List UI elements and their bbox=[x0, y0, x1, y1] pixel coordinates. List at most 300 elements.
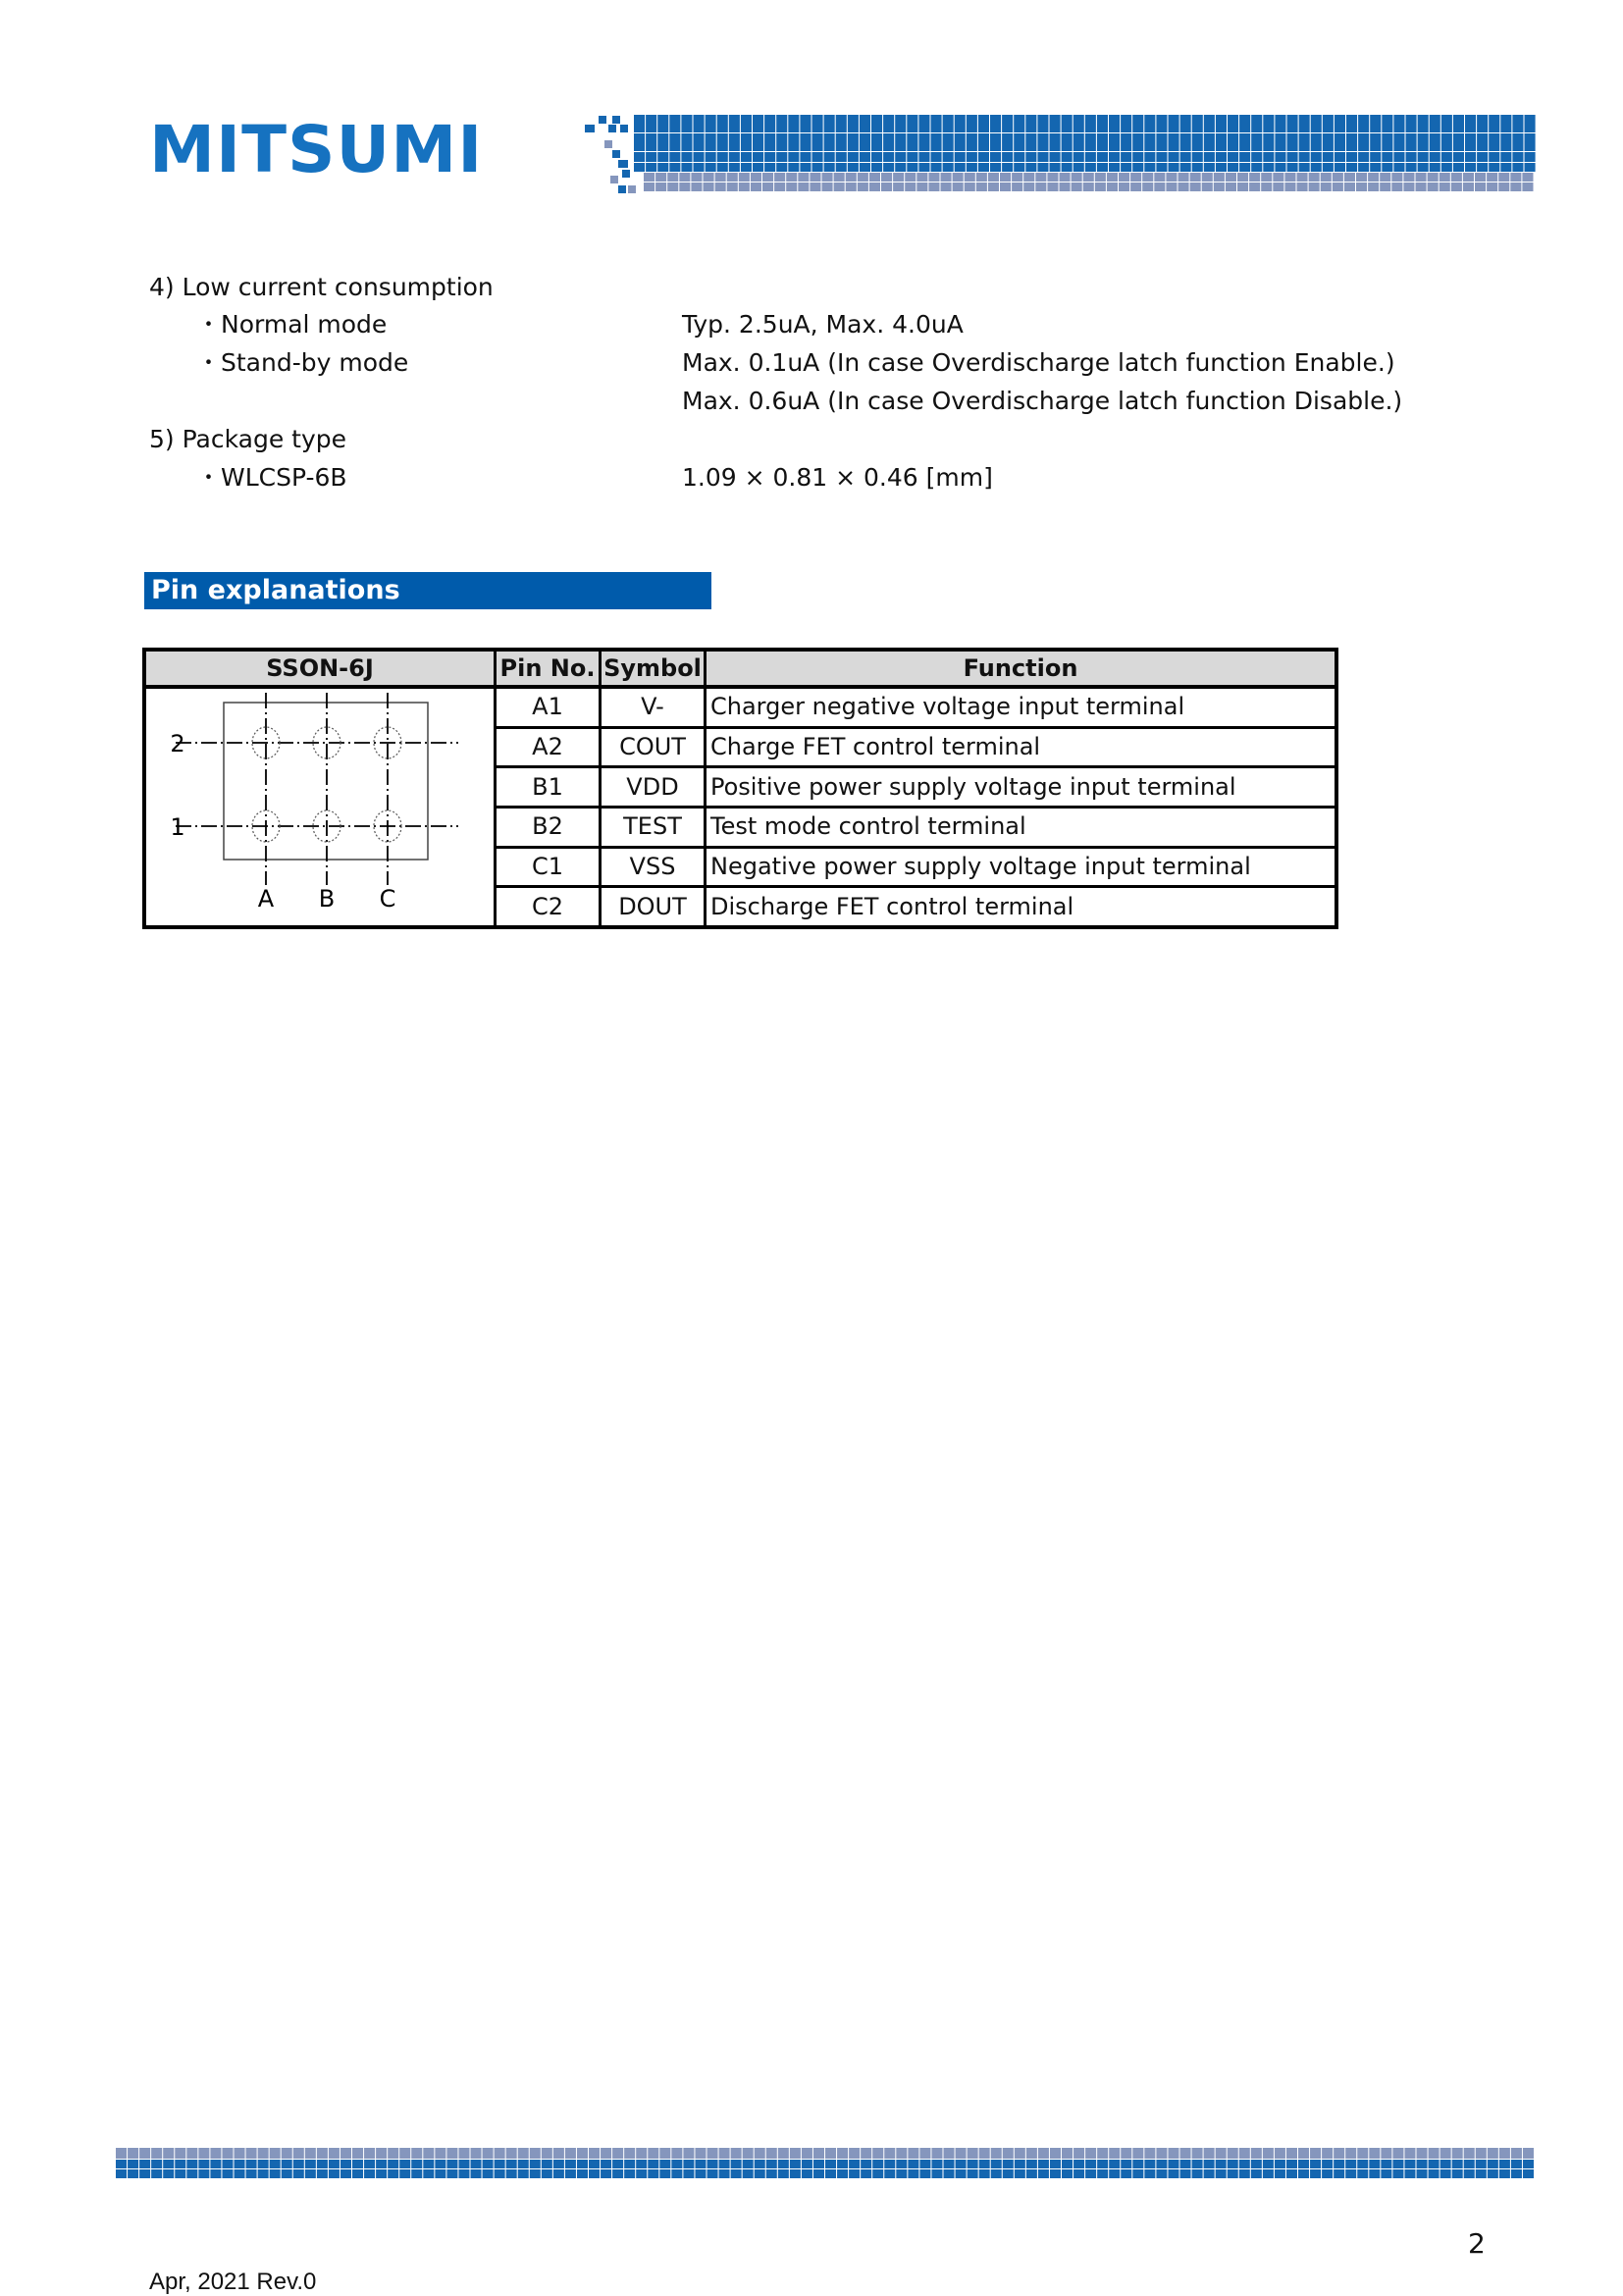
banner-tile bbox=[707, 2169, 718, 2178]
banner-tile bbox=[1038, 2148, 1049, 2159]
banner-tile bbox=[1310, 2160, 1321, 2168]
banner-tile bbox=[1085, 2160, 1096, 2168]
banner-tile bbox=[1430, 133, 1440, 151]
banner-tile bbox=[1142, 183, 1153, 191]
banner-tile bbox=[788, 152, 799, 162]
banner-tile bbox=[116, 2148, 127, 2159]
banner-tile bbox=[329, 2169, 340, 2178]
banner-tile bbox=[1477, 133, 1488, 151]
banner-tile bbox=[1298, 2148, 1309, 2159]
banner-tile bbox=[1168, 2160, 1178, 2168]
banner-tile bbox=[235, 2169, 245, 2178]
banner-tile bbox=[881, 183, 892, 191]
banner-tile bbox=[612, 116, 620, 124]
banner-tile bbox=[1154, 183, 1165, 191]
banner-tile bbox=[1323, 152, 1334, 162]
banner-tile bbox=[861, 2169, 871, 2178]
banner-tile bbox=[1180, 2160, 1191, 2168]
banner-tile bbox=[1216, 2148, 1227, 2159]
banner-tile bbox=[1190, 173, 1201, 182]
banner-tile bbox=[729, 152, 740, 162]
banner-tile bbox=[861, 2148, 871, 2159]
banner-tile bbox=[446, 2148, 457, 2159]
banner-tile bbox=[620, 125, 628, 132]
banner-tile bbox=[198, 2169, 209, 2178]
banner-tile bbox=[1464, 2148, 1475, 2159]
banner-tile bbox=[704, 173, 714, 182]
banner-tile bbox=[1393, 133, 1404, 151]
banner-tile bbox=[1334, 2148, 1344, 2159]
banner-tile bbox=[446, 2169, 457, 2178]
banner-tile bbox=[1429, 2160, 1440, 2168]
banner-tile bbox=[565, 2148, 576, 2159]
banner-tile bbox=[776, 163, 787, 172]
banner-tile bbox=[1192, 133, 1203, 151]
banner-tile bbox=[634, 163, 645, 172]
banner-tile bbox=[352, 2169, 363, 2178]
banner-tile bbox=[423, 2169, 434, 2178]
banner-tile bbox=[1380, 183, 1390, 191]
banner-tile bbox=[755, 2160, 765, 2168]
banner-tile bbox=[1452, 2148, 1463, 2159]
banner-tile bbox=[1284, 173, 1295, 182]
banner-tile bbox=[1418, 163, 1429, 172]
banner-tile bbox=[222, 2169, 233, 2178]
banner-tile bbox=[634, 152, 645, 162]
banner-tile bbox=[751, 183, 761, 191]
banner-tile bbox=[305, 2169, 316, 2178]
banner-tile bbox=[1403, 183, 1414, 191]
banner-tile bbox=[707, 2148, 718, 2159]
banner-tile bbox=[1522, 173, 1533, 182]
banner-tile bbox=[1310, 2148, 1321, 2159]
banner-tile bbox=[1144, 133, 1155, 151]
banner-tile bbox=[1097, 115, 1108, 132]
banner-tile bbox=[624, 2148, 635, 2159]
banner-tile bbox=[907, 133, 917, 151]
banner-tile bbox=[1287, 152, 1298, 162]
banner-tile bbox=[812, 152, 823, 162]
banner-tile bbox=[1251, 152, 1262, 162]
banner-tile bbox=[766, 2169, 777, 2178]
banner-tile bbox=[1392, 2169, 1403, 2178]
banner-tile bbox=[1404, 2160, 1415, 2168]
banner-tile bbox=[916, 173, 927, 182]
banner-tile bbox=[871, 163, 882, 172]
banner-tile bbox=[446, 2160, 457, 2168]
symbol-cell: COUT bbox=[601, 727, 706, 767]
pin-table-header bbox=[144, 650, 1336, 687]
banner-tile bbox=[1166, 183, 1177, 191]
banner-tile bbox=[646, 115, 656, 132]
banner-tile bbox=[990, 163, 1001, 172]
banner-tile bbox=[860, 133, 870, 151]
banner-tile bbox=[1323, 133, 1334, 151]
banner-tile bbox=[646, 133, 656, 151]
banner-tile bbox=[608, 125, 616, 132]
banner-tile bbox=[246, 2169, 257, 2178]
banner-tile bbox=[1121, 2169, 1131, 2178]
banner-tile bbox=[918, 152, 929, 162]
banner-tile bbox=[1333, 183, 1343, 191]
banner-tile bbox=[258, 2169, 269, 2178]
banner-tile bbox=[965, 173, 975, 182]
banner-tile bbox=[1344, 183, 1355, 191]
banner-tile bbox=[1500, 115, 1511, 132]
banner-tile bbox=[659, 2160, 670, 2168]
banner-tile bbox=[657, 152, 668, 162]
banner-tile bbox=[657, 133, 668, 151]
banner-tile bbox=[955, 152, 966, 162]
banner-tile bbox=[1429, 2148, 1440, 2159]
banner-tile bbox=[719, 2160, 730, 2168]
banner-tile bbox=[741, 163, 752, 172]
banner-tile bbox=[1334, 2160, 1344, 2168]
symbol-cell: TEST bbox=[601, 807, 706, 847]
banner-tile bbox=[743, 2169, 754, 2178]
banner-tile bbox=[589, 2169, 600, 2178]
banner-tile bbox=[1417, 2169, 1428, 2178]
banner-tile bbox=[1083, 183, 1094, 191]
banner-tile bbox=[956, 2148, 967, 2159]
banner-tile bbox=[1130, 183, 1141, 191]
banner-tile bbox=[636, 2169, 647, 2178]
banner-tile bbox=[871, 152, 882, 162]
banner-tile bbox=[1380, 173, 1390, 182]
pin-no-cell: C2 bbox=[496, 887, 601, 927]
banner-tile bbox=[1192, 115, 1203, 132]
spec-bullet: ・ bbox=[196, 310, 222, 339]
banner-tile bbox=[329, 2148, 340, 2159]
banner-tile bbox=[991, 2160, 1002, 2168]
banner-tile bbox=[1228, 152, 1238, 162]
banner-tile bbox=[1062, 163, 1073, 172]
banner-tile bbox=[931, 163, 942, 172]
banner-tile bbox=[883, 133, 894, 151]
banner-tile bbox=[729, 163, 740, 172]
banner-tile bbox=[1156, 152, 1167, 162]
pin-no-cell: A2 bbox=[496, 727, 601, 767]
banner-tile bbox=[1251, 115, 1262, 132]
banner-tile bbox=[518, 2160, 529, 2168]
banner-tile bbox=[883, 115, 894, 132]
banner-tile bbox=[715, 183, 726, 191]
banner-tile bbox=[1299, 152, 1310, 162]
header-package: SSON-6J bbox=[144, 650, 496, 687]
banner-tile bbox=[1511, 2148, 1522, 2159]
banner-tile bbox=[848, 115, 859, 132]
banner-tile bbox=[1489, 133, 1499, 151]
banner-tile bbox=[753, 163, 763, 172]
banner-tile bbox=[849, 2148, 860, 2159]
banner-tile bbox=[1073, 2160, 1084, 2168]
banner-tile bbox=[1323, 115, 1334, 132]
banner-tile bbox=[1463, 183, 1474, 191]
banner-tile bbox=[1298, 2169, 1309, 2178]
banner-tile bbox=[1357, 2160, 1368, 2168]
spec-item4-title: 4) Low current consumption bbox=[149, 273, 494, 301]
banner-tile bbox=[1441, 163, 1452, 172]
banner-tile bbox=[1228, 133, 1238, 151]
banner-tile bbox=[800, 115, 811, 132]
banner-tile bbox=[872, 2169, 883, 2178]
banner-tile bbox=[1154, 173, 1165, 182]
banner-tile bbox=[210, 2148, 221, 2159]
banner-tile bbox=[837, 2169, 848, 2178]
banner-tile bbox=[931, 2160, 942, 2168]
banner-tile bbox=[376, 2169, 387, 2178]
banner-tile bbox=[293, 2148, 304, 2159]
banner-tile bbox=[1512, 163, 1523, 172]
banner-tile bbox=[1204, 152, 1215, 162]
banner-tile bbox=[824, 115, 835, 132]
banner-tile bbox=[163, 2160, 174, 2168]
banner-tile bbox=[1476, 2160, 1487, 2168]
banner-tile bbox=[1072, 173, 1082, 182]
banner-tile bbox=[646, 163, 656, 172]
banner-tile bbox=[1263, 152, 1274, 162]
banner-tile bbox=[1097, 133, 1108, 151]
banner-tile bbox=[577, 2160, 588, 2168]
banner-tile bbox=[1015, 2169, 1025, 2178]
banner-tile bbox=[622, 170, 630, 178]
banner-tile bbox=[1192, 163, 1203, 172]
banner-tile bbox=[669, 163, 680, 172]
banner-tile bbox=[1452, 2160, 1463, 2168]
banner-tile bbox=[1050, 2169, 1061, 2178]
banner-tile bbox=[871, 115, 882, 132]
banner-tile bbox=[411, 2160, 422, 2168]
banner-tile bbox=[953, 173, 964, 182]
banner-tile bbox=[717, 163, 728, 172]
banner-tile bbox=[824, 133, 835, 151]
banner-tile bbox=[967, 152, 977, 162]
banner-tile bbox=[163, 2148, 174, 2159]
banner-tile bbox=[599, 116, 606, 124]
banner-tile bbox=[907, 163, 917, 172]
banner-tile bbox=[1050, 152, 1061, 162]
banner-tile bbox=[364, 2160, 375, 2168]
banner-tile bbox=[618, 160, 628, 168]
banner-tile bbox=[1239, 152, 1250, 162]
banner-tile bbox=[258, 2148, 269, 2159]
banner-tile bbox=[1192, 2148, 1203, 2159]
banner-tile bbox=[1251, 163, 1262, 172]
banner-tile bbox=[956, 2160, 967, 2168]
spec-label-normal-mode: Normal mode bbox=[221, 310, 388, 339]
pin-diagram-cell bbox=[144, 687, 496, 927]
banner-tile bbox=[1050, 115, 1061, 132]
banner-tile bbox=[1358, 133, 1369, 151]
symbol-cell: VDD bbox=[601, 767, 706, 808]
banner-tile bbox=[1510, 173, 1521, 182]
banner-tile bbox=[1284, 183, 1295, 191]
banner-tile bbox=[1429, 2169, 1440, 2178]
banner-tile bbox=[741, 115, 752, 132]
banner-tile bbox=[991, 2148, 1002, 2159]
banner-tile bbox=[834, 183, 845, 191]
banner-tile bbox=[1525, 152, 1536, 162]
banner-tile bbox=[1204, 2160, 1215, 2168]
banner-tile bbox=[919, 2148, 930, 2159]
banner-tile bbox=[812, 115, 823, 132]
banner-tile bbox=[884, 2160, 895, 2168]
banner-tile bbox=[860, 152, 870, 162]
banner-tile bbox=[644, 173, 654, 182]
banner-tile bbox=[681, 115, 692, 132]
banner-tile bbox=[1003, 2169, 1014, 2178]
banner-tile bbox=[753, 115, 763, 132]
banner-tile bbox=[644, 183, 654, 191]
banner-tile bbox=[837, 2148, 848, 2159]
banner-tile bbox=[1214, 183, 1225, 191]
banner-tile bbox=[943, 115, 954, 132]
banner-tile bbox=[1297, 173, 1308, 182]
banner-tile bbox=[1287, 163, 1298, 172]
banner-tile bbox=[774, 173, 785, 182]
banner-tile bbox=[175, 2148, 185, 2159]
banner-tile bbox=[411, 2148, 422, 2159]
banner-tile bbox=[1287, 133, 1298, 151]
banner-tile bbox=[872, 2148, 883, 2159]
banner-tile bbox=[1381, 2160, 1391, 2168]
banner-tile bbox=[802, 2169, 812, 2178]
banner-tile bbox=[931, 2169, 942, 2178]
banner-tile bbox=[246, 2160, 257, 2168]
banner-tile bbox=[388, 2169, 398, 2178]
banner-tile bbox=[636, 2148, 647, 2159]
banner-tile bbox=[1085, 133, 1096, 151]
banner-tile bbox=[1358, 115, 1369, 132]
banner-tile bbox=[753, 152, 763, 162]
banner-tile bbox=[1228, 2148, 1238, 2159]
banner-tile bbox=[1345, 2169, 1356, 2178]
banner-tile bbox=[1050, 133, 1061, 151]
banner-tile bbox=[483, 2148, 494, 2159]
banner-tile bbox=[1476, 2148, 1487, 2159]
banner-tile bbox=[1083, 173, 1094, 182]
banner-tile bbox=[1464, 2160, 1475, 2168]
banner-tile bbox=[1000, 173, 1011, 182]
banner-tile bbox=[928, 173, 939, 182]
banner-tile bbox=[706, 115, 716, 132]
banner-tile bbox=[1014, 163, 1024, 172]
section-title-pin-explanations: Pin explanations bbox=[144, 572, 711, 609]
banner-tile bbox=[364, 2169, 375, 2178]
banner-tile bbox=[778, 2148, 789, 2159]
banner-tile bbox=[317, 2169, 328, 2178]
banner-tile bbox=[707, 2160, 718, 2168]
banner-tile bbox=[1216, 2160, 1227, 2168]
banner-tile bbox=[1107, 173, 1118, 182]
banner-tile bbox=[931, 2148, 942, 2159]
banner-tile bbox=[163, 2169, 174, 2178]
banner-tile bbox=[376, 2148, 387, 2159]
banner-tile bbox=[1026, 2160, 1037, 2168]
banner-tile bbox=[1180, 115, 1191, 132]
banner-tile bbox=[1003, 2148, 1014, 2159]
banner-tile bbox=[604, 140, 612, 148]
banner-tile bbox=[210, 2169, 221, 2178]
banner-tile bbox=[766, 2148, 777, 2159]
banner-tile bbox=[175, 2169, 185, 2178]
banner-tile bbox=[1002, 133, 1013, 151]
banner-tile bbox=[731, 2160, 742, 2168]
banner-tile bbox=[1452, 2169, 1463, 2178]
banner-tile bbox=[694, 115, 705, 132]
banner-tile bbox=[790, 2148, 801, 2159]
banner-tile bbox=[1311, 163, 1322, 172]
banner-tile bbox=[1180, 2169, 1191, 2178]
banner-tile bbox=[317, 2160, 328, 2168]
banner-tile bbox=[1465, 133, 1476, 151]
banner-tile bbox=[1002, 163, 1013, 172]
banner-tile bbox=[1356, 173, 1367, 182]
banner-tile bbox=[1346, 152, 1357, 162]
banner-tile bbox=[1204, 133, 1215, 151]
banner-tile bbox=[1275, 2160, 1285, 2168]
banner-tile bbox=[1263, 133, 1274, 151]
banner-tile bbox=[1121, 2160, 1131, 2168]
page-number: 2 bbox=[1468, 2227, 1486, 2260]
banner-tile bbox=[128, 2160, 138, 2168]
banner-tile bbox=[1522, 183, 1533, 191]
banner-tile bbox=[139, 2148, 150, 2159]
banner-tile bbox=[928, 183, 939, 191]
banner-tile bbox=[1299, 163, 1310, 172]
banner-tile bbox=[1107, 183, 1118, 191]
banner-tile bbox=[731, 2169, 742, 2178]
banner-tile bbox=[719, 2169, 730, 2178]
banner-tile bbox=[953, 183, 964, 191]
banner-tile bbox=[968, 2160, 978, 2168]
banner-tile bbox=[1440, 2169, 1451, 2178]
banner-tile bbox=[1204, 115, 1215, 132]
banner-tile bbox=[1500, 152, 1511, 162]
banner-tile bbox=[719, 2148, 730, 2159]
banner-tile bbox=[1453, 163, 1464, 172]
banner-tile bbox=[1488, 2160, 1498, 2168]
banner-tile bbox=[774, 183, 785, 191]
banner-tile bbox=[1132, 152, 1143, 162]
banner-tile bbox=[1322, 2160, 1333, 2168]
banner-tile bbox=[762, 173, 773, 182]
banner-tile bbox=[1192, 2160, 1203, 2168]
banner-tile bbox=[1488, 2169, 1498, 2178]
banner-tile bbox=[1346, 115, 1357, 132]
banner-tile bbox=[1144, 2160, 1155, 2168]
banner-tile bbox=[918, 115, 929, 132]
banner-tile bbox=[1370, 163, 1381, 172]
pin-no-cell: C1 bbox=[496, 847, 601, 887]
banner-tile bbox=[978, 163, 989, 172]
banner-tile bbox=[128, 2169, 138, 2178]
banner-tile bbox=[694, 152, 705, 162]
banner-tile bbox=[1037, 152, 1048, 162]
banner-tile bbox=[1286, 2169, 1297, 2178]
banner-tile bbox=[270, 2160, 281, 2168]
banner-tile bbox=[681, 152, 692, 162]
banner-tile bbox=[1132, 163, 1143, 172]
banner-tile bbox=[1178, 183, 1189, 191]
banner-tile bbox=[1119, 183, 1129, 191]
banner-tile bbox=[931, 115, 942, 132]
banner-tile bbox=[1309, 183, 1320, 191]
banner-tile bbox=[399, 2160, 410, 2168]
banner-tile bbox=[1144, 2169, 1155, 2178]
banner-tile bbox=[741, 152, 752, 162]
banner-tile bbox=[352, 2160, 363, 2168]
